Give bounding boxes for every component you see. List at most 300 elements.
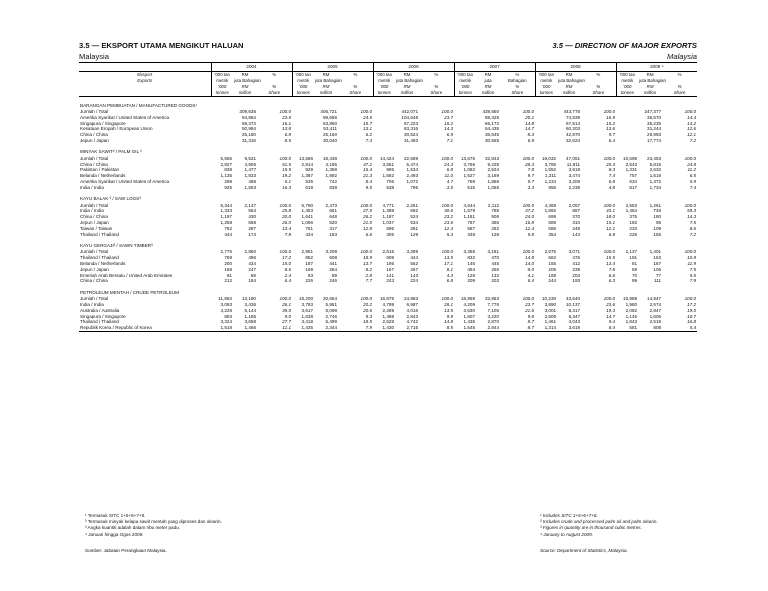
unit-header-cell: million xyxy=(233,90,257,97)
data-cell: 887 xyxy=(572,208,581,214)
data-cell: 6.8 xyxy=(446,278,454,284)
data-cell: 1,187 xyxy=(382,214,395,220)
data-cell: 267 xyxy=(410,266,419,272)
data-cell: 14.3 xyxy=(444,126,454,132)
data-cell: 7.2 xyxy=(689,137,697,143)
data-cell: 100.0 xyxy=(603,202,616,208)
data-cell: 14.4 xyxy=(687,114,697,120)
data-cell: 13.5 xyxy=(444,255,454,261)
data-cell: 24.5 xyxy=(363,114,373,120)
data-cell: 3,658 xyxy=(244,319,256,325)
data-cell: 4,185 xyxy=(325,161,338,167)
data-cell: 3.3 xyxy=(527,184,535,190)
data-cell: 47.2 xyxy=(363,161,373,167)
unit-header-cell: RM xyxy=(484,84,492,90)
footnote-2-malay: ² Termasuk minyak kelapa sawit mentah yang diproses dan olearin. xyxy=(85,519,222,525)
data-cell: 128 xyxy=(491,231,500,237)
data-cell: 12.4 xyxy=(525,225,535,231)
unit-header-cell: Share xyxy=(500,90,535,97)
unit-header-cell: tonnes xyxy=(373,90,395,97)
data-cell: 785 xyxy=(491,208,500,214)
data-cell: 100.0 xyxy=(360,109,373,114)
data-cell: 1,461 xyxy=(544,319,557,325)
data-cell: 1,185 xyxy=(244,313,256,319)
data-cell: 454 xyxy=(467,266,476,272)
data-cell: 15.5 xyxy=(282,167,292,173)
data-cell: 7.5 xyxy=(689,266,697,272)
row-label: Jumlah / Total xyxy=(80,296,109,302)
data-cell: 767 xyxy=(467,219,476,225)
footnote-4-malay: ⁴ Januari hingga Ogos 2009. xyxy=(85,531,144,537)
data-cell: 1,607 xyxy=(463,313,476,319)
unit-header-cell: % xyxy=(272,72,277,78)
data-cell: 5.1 xyxy=(284,178,292,184)
data-cell: 1,453 xyxy=(301,208,314,214)
data-cell: 23.6 xyxy=(444,219,454,225)
data-cell: 1,137 xyxy=(625,249,638,255)
stub-header: Eksport xyxy=(137,72,153,78)
data-cell: 100.0 xyxy=(522,249,535,255)
data-cell: 95 xyxy=(655,219,662,225)
data-cell: 74,839 xyxy=(566,114,581,120)
data-cell: 7.9 xyxy=(338,325,373,331)
data-cell: 109 xyxy=(653,225,662,231)
data-cell: 11.2 xyxy=(687,167,697,173)
data-cell: 929 xyxy=(305,167,314,173)
unit-header-cell: '000 tan xyxy=(535,72,557,79)
data-cell: 246 xyxy=(329,278,338,284)
data-cell: 9,531 xyxy=(244,155,256,161)
data-cell: 5,790 xyxy=(301,202,314,208)
data-cell: 7.8 xyxy=(527,167,535,173)
stub-header-blank xyxy=(79,63,211,72)
data-cell: 15.2 xyxy=(606,120,616,126)
data-cell: 9.5 xyxy=(365,184,373,190)
data-cell: 248 xyxy=(572,225,581,231)
unit-header-cell: metrik xyxy=(616,78,638,84)
data-cell: 5.8 xyxy=(527,231,535,237)
data-cell: 412 xyxy=(572,260,581,266)
data-cell: 224 xyxy=(410,278,419,284)
unit-header-cell: % xyxy=(515,72,520,78)
data-cell: 12.1 xyxy=(606,225,616,231)
data-cell: 25,160 xyxy=(322,132,338,138)
unit-header-cell: juta xyxy=(484,78,492,84)
unit-header-cell: RM xyxy=(403,84,411,90)
data-cell: 13,586 xyxy=(298,155,314,161)
data-cell: 3,209 xyxy=(325,249,338,255)
data-cell: 2,951 xyxy=(301,249,314,255)
data-cell: 3,093 xyxy=(220,301,232,307)
data-cell: 3,919 xyxy=(568,167,581,173)
row-label: Thailand / Thailand xyxy=(80,231,119,237)
row-label: Singapura / Singapore xyxy=(80,313,126,319)
data-cell: 3,436 xyxy=(244,301,256,307)
data-cell: 65,172 xyxy=(484,120,500,126)
stub-header: Exports xyxy=(137,78,153,84)
footnotes-malay xyxy=(85,513,222,538)
year-header-row xyxy=(79,63,697,72)
data-cell: 2,082 xyxy=(625,307,638,313)
data-cell: 562 xyxy=(410,260,419,266)
data-cell: 100.0 xyxy=(684,202,697,208)
data-cell: 2,518 xyxy=(649,319,662,325)
row-label: Republik Korea / Republic of Korea xyxy=(79,325,211,331)
unit-header-cell: '000 xyxy=(373,84,395,90)
data-cell: 63,860 xyxy=(322,120,338,126)
data-cell: 1,435 xyxy=(463,319,476,325)
data-cell: 1,372 xyxy=(649,178,662,184)
data-cell: 1,477 xyxy=(244,167,256,173)
data-cell: 81 xyxy=(631,260,638,266)
data-cell: 2,715 xyxy=(395,325,419,331)
row-label: Jumlah / Total xyxy=(80,249,109,255)
unit-header-cell: metrik xyxy=(454,78,476,84)
data-cell: 3,619 xyxy=(557,325,581,331)
data-cell: 2,574 xyxy=(649,301,662,307)
data-cell: 28.3 xyxy=(525,161,535,167)
data-cell: 3,766 xyxy=(463,161,476,167)
data-cell: 100.0 xyxy=(279,155,292,161)
data-cell: 100.0 xyxy=(684,296,697,302)
unit-header-cell: Share xyxy=(662,90,697,97)
data-cell: 15.0 xyxy=(282,260,292,266)
data-cell: 7.4 xyxy=(365,137,373,143)
unit-header-cell: Bahagian xyxy=(508,78,527,84)
data-cell: 6.9 xyxy=(527,137,535,143)
unit-header-cell: '000 xyxy=(454,84,476,90)
data-cell: 100.0 xyxy=(279,296,292,302)
data-cell: 3,169 xyxy=(487,173,500,179)
data-cell: 4,043 xyxy=(568,319,581,325)
data-cell: 444 xyxy=(224,231,232,237)
data-cell: 587 xyxy=(467,225,476,231)
data-cell: 956 xyxy=(548,184,557,190)
data-cell: 4,644 xyxy=(463,202,476,208)
data-cell: 444 xyxy=(410,255,419,261)
data-cell: 595 xyxy=(386,225,395,231)
data-cell: 8.2 xyxy=(365,266,373,272)
data-cell: 100.0 xyxy=(441,109,454,114)
data-cell: 3,617 xyxy=(301,307,314,313)
data-cell: 681 xyxy=(329,208,338,214)
data-cell: 14.7 xyxy=(525,126,535,132)
data-cell: 3,890 xyxy=(544,301,557,307)
page-title-english: 3.5 — DIRECTION OF MAJOR EXPORTS xyxy=(552,41,697,50)
row-label: China / China xyxy=(80,214,108,220)
unit-header-cell: tonnes xyxy=(292,90,314,97)
data-cell: 4.3 xyxy=(446,272,454,278)
data-cell: 99 xyxy=(631,278,638,284)
data-cell: 42,870 xyxy=(566,132,581,138)
data-cell: 35,570 xyxy=(647,114,662,120)
data-cell: 25.8 xyxy=(282,208,292,214)
data-cell: 17.2 xyxy=(687,301,697,307)
data-cell: 11,863 xyxy=(218,296,232,302)
data-cell: 554 xyxy=(248,208,256,214)
data-cell: 2,844 xyxy=(476,325,500,331)
unit-header-cell: million xyxy=(557,90,581,97)
data-cell: 2,847 xyxy=(649,307,662,313)
data-cell: 6.8 xyxy=(608,178,616,184)
unit-header-cell: '000 tan xyxy=(616,72,638,79)
data-cell: 2,827 xyxy=(220,161,232,167)
title-block-malay xyxy=(79,40,244,62)
data-cell: 30,565 xyxy=(484,137,500,143)
unit-header-cell: metrik xyxy=(211,78,233,84)
data-cell: 15.1 xyxy=(606,219,616,225)
data-cell: 515 xyxy=(467,184,476,190)
year-header: 2009 ⁴ xyxy=(616,63,697,72)
row-label: Taiwan / Taiwan xyxy=(80,225,113,231)
data-cell: 706 xyxy=(386,178,395,184)
data-cell: 13,190 xyxy=(241,296,256,302)
data-cell: 1,037 xyxy=(382,219,395,225)
row-label: China / China xyxy=(80,278,108,284)
data-cell: 24.3 xyxy=(444,161,454,167)
data-cell: 53,411 xyxy=(323,126,338,132)
data-cell: 2,528 xyxy=(382,319,395,325)
data-cell: 10.7 xyxy=(687,313,697,319)
data-cell: 8.7 xyxy=(500,325,535,331)
country-label-english: Malaysia xyxy=(667,52,697,61)
data-cell: 146 xyxy=(467,260,476,266)
data-cell: 6.8 xyxy=(446,167,454,173)
data-cell: 1,579 xyxy=(463,208,476,214)
data-cell: 1,534 xyxy=(406,167,419,173)
unit-header-cell: million xyxy=(314,90,338,97)
data-cell: 39.0 xyxy=(282,307,292,313)
data-cell: 18.0 xyxy=(606,214,616,220)
data-cell: 7.2 xyxy=(689,231,697,237)
data-cell: 3,474 xyxy=(568,173,581,179)
data-cell: 3,785 xyxy=(544,161,557,167)
row-label: Jepun / Japan xyxy=(80,219,109,225)
data-cell: 535 xyxy=(305,178,314,184)
data-cell: 2,870 xyxy=(487,319,500,325)
data-cell: 239 xyxy=(572,266,581,272)
unit-header-cell: metrik xyxy=(292,78,314,84)
data-cell: 10,230 xyxy=(542,296,557,302)
data-cell: 445 xyxy=(491,260,500,266)
data-cell: 589 xyxy=(548,219,557,225)
data-cell: 3,001 xyxy=(544,307,557,313)
data-cell: 8.4 xyxy=(365,178,373,184)
data-cell: 3,181 xyxy=(487,249,500,255)
data-cell: 2,860 xyxy=(244,249,256,255)
data-cell: 7.1 xyxy=(446,137,454,143)
data-cell: 35,235 xyxy=(647,120,662,126)
source-malay: Sumber: Jabatan Perangkaan Malaysia. xyxy=(85,548,167,553)
data-cell: 30,524 xyxy=(403,132,419,138)
data-cell: 26.1 xyxy=(282,301,292,307)
data-cell: 3,418 xyxy=(301,319,314,325)
data-cell: 21.6 xyxy=(525,307,535,313)
unit-header-cell: RM xyxy=(565,72,573,78)
data-cell: 70 xyxy=(631,272,638,278)
data-cell: 769 xyxy=(467,178,476,184)
data-cell: 375 xyxy=(629,214,638,220)
unit-header-cell: '000 tan xyxy=(373,72,395,79)
data-cell: 182 xyxy=(629,219,638,225)
data-cell: 795 xyxy=(410,184,419,190)
unit-header-cell: RM xyxy=(241,84,249,90)
data-cell: 1,145 xyxy=(625,313,638,319)
data-cell: 187 xyxy=(305,260,314,266)
data-cell: 6.2 xyxy=(365,132,373,138)
data-cell: 50,994 xyxy=(241,126,256,132)
data-cell: 5.7 xyxy=(527,178,535,184)
data-cell: 13.1 xyxy=(363,126,373,132)
data-cell: 1,582 xyxy=(382,173,395,179)
footnote-3-malay: ³ Angka kuantiti adalah dalam ribu meter padu. xyxy=(85,525,180,531)
unit-header-cell: Share xyxy=(419,90,454,97)
data-cell: 14,424 xyxy=(379,155,395,161)
data-cell: 111 xyxy=(654,278,662,284)
data-cell: 7.9 xyxy=(689,278,697,284)
data-cell: 27.5 xyxy=(363,208,373,214)
data-cell: 470 xyxy=(491,255,500,261)
data-cell: 18.5 xyxy=(363,319,373,325)
unit-header-cell: RM xyxy=(241,72,249,78)
data-cell: 9.0 xyxy=(284,313,292,319)
table-row xyxy=(79,325,697,331)
data-cell: 24,983 xyxy=(403,296,419,302)
data-cell: 23.9 xyxy=(282,114,292,120)
data-cell: 100.0 xyxy=(603,109,616,114)
data-cell: 100.0 xyxy=(603,155,616,161)
data-cell: 27.7 xyxy=(282,319,292,325)
exports-table xyxy=(79,62,697,332)
data-cell: 1,135 xyxy=(220,173,232,179)
year-header: 2006 xyxy=(373,63,454,72)
data-cell: 751 xyxy=(305,225,314,231)
data-cell: 8.3 xyxy=(608,167,616,173)
data-cell: 100.0 xyxy=(684,155,697,161)
data-cell: 748 xyxy=(653,208,662,214)
data-cell: 5.9 xyxy=(689,178,697,184)
data-cell: 15.2 xyxy=(444,120,454,126)
source-english: Source: Department of Statistics, Malaysia. xyxy=(540,548,628,553)
data-cell: 88,325 xyxy=(484,114,500,120)
data-cell: 14.7 xyxy=(606,313,616,319)
page-title-malay: 3.5 — EKSPORT UTAMA MENGIKUT HALUAN xyxy=(79,41,244,50)
data-cell: 20.6 xyxy=(363,307,373,313)
data-cell: 14.8 xyxy=(525,255,535,261)
year-header: 2007 xyxy=(454,63,535,72)
data-cell: 32,624 xyxy=(566,137,581,143)
data-cell: 8,317 xyxy=(568,307,581,313)
data-cell: 5,951 xyxy=(325,301,338,307)
data-cell: 205 xyxy=(548,266,557,272)
data-cell: 1,552 xyxy=(544,167,557,173)
data-cell: 12.4 xyxy=(444,225,454,231)
data-cell: 9.8 xyxy=(527,313,535,319)
data-cell: 6,347 xyxy=(568,313,581,319)
data-cell: 16.8 xyxy=(525,219,535,225)
data-cell: 100.0 xyxy=(684,109,697,114)
data-cell: 3,783 xyxy=(301,301,314,307)
data-cell: 1,527 xyxy=(463,173,476,179)
data-cell: 3,071 xyxy=(568,249,581,255)
unit-header-cell: % xyxy=(353,72,358,78)
data-cell: 93 xyxy=(307,272,314,278)
data-cell: 2,493 xyxy=(406,173,419,179)
data-cell: 89 xyxy=(331,272,338,278)
data-cell: 13,676 xyxy=(460,155,476,161)
data-cell: 9.3 xyxy=(365,313,373,319)
data-cell: 1,387 xyxy=(301,173,314,179)
data-cell: 1,553 xyxy=(244,184,256,190)
data-cell: 10,698 xyxy=(623,155,638,161)
data-cell: 155 xyxy=(548,260,557,266)
data-cell: 32,843 xyxy=(484,155,500,161)
data-cell: 100.0 xyxy=(603,249,616,255)
data-cell: 60,203 xyxy=(566,126,581,132)
data-cell: 7,776 xyxy=(487,301,500,307)
row-label: Belanda / Netherlands xyxy=(80,260,126,266)
data-cell: 520 xyxy=(329,219,338,225)
section-title-row xyxy=(79,289,697,296)
data-cell: 310 xyxy=(572,219,581,225)
data-cell: 3,324 xyxy=(220,319,232,325)
data-cell: 11.1 xyxy=(257,325,292,331)
unit-header-cell: % xyxy=(596,84,601,90)
data-cell: 14.2 xyxy=(687,120,697,126)
data-cell: 9.4 xyxy=(608,319,616,325)
data-cell: 1,980 xyxy=(625,301,638,307)
data-cell: 2,746 xyxy=(325,313,338,319)
data-cell: 2.4 xyxy=(284,272,292,278)
data-cell: 439,850 xyxy=(482,109,500,114)
data-cell: 14.8 xyxy=(444,319,454,325)
unit-header-cell: million xyxy=(476,90,500,97)
data-cell: 2.8 xyxy=(365,272,373,278)
data-cell: 2,615 xyxy=(382,249,395,255)
data-cell: 1,734 xyxy=(649,184,662,190)
section-title: KAYU BALAK ³ / SAW LOGS³ xyxy=(80,196,141,202)
data-cell: 281 xyxy=(410,225,419,231)
data-cell: 16.9 xyxy=(606,114,616,120)
data-cell: 212 xyxy=(224,278,232,284)
unit-header-cell: juta Bahagian xyxy=(234,78,261,84)
data-cell: 692 xyxy=(410,208,419,214)
data-cell: 4,905 xyxy=(244,161,256,167)
data-cell: 2,632 xyxy=(649,167,662,173)
data-cell: 4.8 xyxy=(608,184,616,190)
data-cell: 247,377 xyxy=(644,109,662,114)
data-cell: 100.0 xyxy=(522,155,535,161)
data-cell: 893 xyxy=(224,313,232,319)
data-cell: 3,356 xyxy=(463,249,476,255)
data-cell: 29,993 xyxy=(647,132,662,138)
row-label: India / India xyxy=(80,301,104,307)
data-cell: 2,675 xyxy=(544,249,557,255)
data-cell: 25.3 xyxy=(606,161,616,167)
data-cell: 506 xyxy=(491,214,500,220)
data-cell: 2,147 xyxy=(244,202,256,208)
data-cell: 167 xyxy=(653,260,662,266)
data-cell: 1,464 xyxy=(625,208,638,214)
data-cell: 1,398 xyxy=(382,208,395,214)
data-cell: 43,640 xyxy=(566,296,581,302)
data-cell: 757 xyxy=(629,173,638,179)
data-cell: 2,473 xyxy=(325,202,338,208)
data-cell: 7,105 xyxy=(487,307,500,313)
data-cell: 17,774 xyxy=(647,137,662,143)
data-cell: 3,551 xyxy=(382,161,395,167)
data-cell: 100.0 xyxy=(279,109,292,114)
